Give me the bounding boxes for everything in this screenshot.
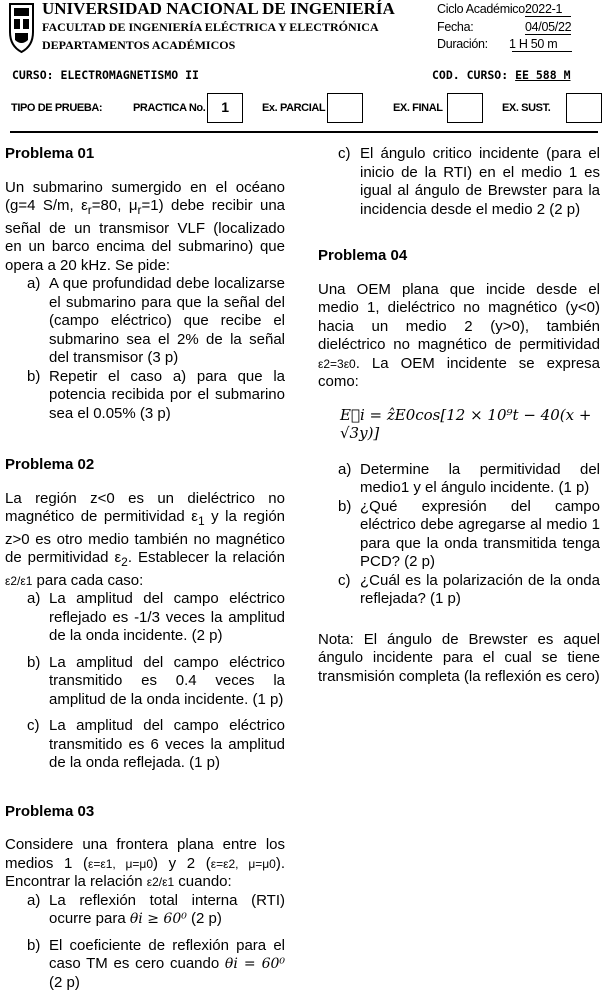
- item-text: Determine la permitividad del medio1 y el ángulo incidente. (1 p): [360, 461, 600, 497]
- item-marker: a): [27, 590, 40, 609]
- item-text: A que profundidad debe localizarse el submarino para que la señal del (campo eléctrico) que recibe el submarino sea el 2% de la señal del transmisor (3 p): [49, 275, 285, 366]
- problem-02-title: Problema 02: [5, 456, 285, 475]
- p2-text-2: y la región z>0 es otro medio también no magnético de permitividad: [5, 508, 285, 566]
- item-text-end: (2 p): [187, 910, 222, 927]
- problem-03-statement: [5, 836, 285, 892]
- p3-text-4: cuando:: [174, 873, 232, 890]
- final-label: EX. FINAL: [393, 102, 443, 114]
- header-divider: [10, 131, 598, 133]
- item-text-end: (2 p): [49, 974, 80, 991]
- p2-text-4: para cada caso:: [32, 572, 143, 589]
- problem-03-item-b: [5, 937, 285, 992]
- p2-text-3: . Establecer la relación: [128, 549, 285, 566]
- item-marker: b): [27, 654, 40, 673]
- p2-text-1: La región z<0 es un dieléctrico no magnético de permitividad: [5, 490, 285, 526]
- theta-condition-a: θi ≥ 60⁰: [130, 911, 187, 927]
- ciclo-underline: [525, 16, 571, 17]
- p3-ratio: ε2/ε1: [147, 875, 174, 889]
- university-logo-icon: [8, 2, 35, 54]
- brewster-note: Nota: El ángulo de Brewster es aquel ángulo incidente para el cual se tiene transmisión completa (la reflexión es cero): [318, 631, 600, 687]
- duracion-label: Duración:: [437, 37, 488, 52]
- document-header: [0, 0, 603, 62]
- right-column: [318, 145, 600, 686]
- course-code-value: EE 588 M: [515, 68, 570, 82]
- item-marker: c): [338, 572, 351, 591]
- problem-04-title: Problema 04: [318, 247, 600, 266]
- item-text: La amplitud del campo eléctrico transmitido es 0.4 veces la amplitud de la onda incidente. (1 p): [49, 654, 285, 708]
- problem-02-item-c: [5, 717, 285, 773]
- p1-mu: μ: [129, 197, 138, 214]
- p3-medium-2: ε=ε2, μ=μ0: [211, 857, 276, 871]
- fecha-value: 04/05/22: [525, 20, 571, 35]
- problem-03-item-a: [5, 892, 285, 929]
- parcial-box: [327, 93, 363, 123]
- item-marker: c): [27, 717, 40, 736]
- test-type-label: TIPO DE PRUEBA:: [11, 102, 102, 114]
- p1-text-1: Un submarino sumergido en el océano (g=4 S/m,: [5, 179, 285, 215]
- p1-eps: ε: [81, 197, 88, 214]
- practica-label: PRACTICA No.: [133, 102, 205, 114]
- parcial-label: Ex. PARCIAL: [262, 102, 325, 114]
- problem-02-item-b: [5, 654, 285, 710]
- p4-text-1: Una OEM plana que incide desde el medio 1, dieléctrico no magnético (y<0) hacia un medio 2 (y>0), también dieléctrico no magnético de permitividad: [318, 281, 600, 354]
- problem-04-item-a: [318, 461, 600, 498]
- p3-text-1: Considere una frontera plana entre los medios 1 (: [5, 836, 285, 872]
- course-code: [432, 68, 571, 82]
- faculty-name: FACULTAD DE INGENIERÍA ELÉCTRICA Y ELECTRÓNICA: [42, 20, 379, 34]
- department-name: DEPARTAMENTOS ACADÉMICOS: [42, 38, 235, 52]
- practica-number-box: [207, 93, 243, 123]
- fecha-underline: [525, 34, 571, 35]
- problem-04-statement: [318, 281, 600, 392]
- university-name: UNIVERSIDAD NACIONAL DE INGENIERÍA: [42, 0, 395, 18]
- item-text: El ángulo critico incidente (para el inicio de la RTI) en el medio 1 es igual al ángulo de Brewster para la incidencia desde el medio 2 (2 p): [360, 145, 600, 218]
- item-text: El coeficiente de reflexión para el caso TM es cero cuando: [49, 937, 285, 973]
- item-marker: a): [338, 461, 351, 480]
- ciclo-value: 2022-1: [525, 2, 562, 17]
- item-text: Repetir el caso a) para que la potencia recibida por el submarino sea el 0.05% (3 p): [49, 368, 285, 422]
- item-marker: b): [27, 937, 40, 956]
- p2-ratio: ε2/ε1: [5, 574, 32, 588]
- duracion-value: 1 H 50 m: [509, 37, 557, 52]
- theta-condition-b: θi = 60⁰: [225, 956, 285, 972]
- p4-text-2: . La OEM incidente se expresa como:: [318, 355, 600, 391]
- problem-04-item-b: [318, 498, 600, 572]
- fecha-label: Fecha:: [437, 20, 473, 35]
- test-type-row: [0, 93, 603, 125]
- ciclo-label: Ciclo Académico:: [437, 2, 528, 17]
- incident-field-equation: E⃗i = ẑE0cos[12 × 10⁹t − 40(x + √3y)]: [318, 406, 600, 443]
- item-text: La amplitud del campo eléctrico reflejado es -1/3 veces la amplitud de la onda incidente. (2 p): [49, 590, 285, 644]
- p3-text-2: ) y 2 (: [153, 855, 211, 872]
- item-text: ¿Qué expresión del campo eléctrico debe agregarse al medio 1 para que la onda transmitida tenga PCD? (2 p): [360, 498, 600, 571]
- p2-e1: ε: [191, 508, 198, 525]
- item-marker: c): [338, 145, 351, 164]
- final-box: [447, 93, 483, 123]
- p2-e2-sub: 2: [121, 555, 128, 569]
- problem-03-title: Problema 03: [5, 803, 285, 822]
- course-title: CURSO: ELECTROMAGNETISMO II: [12, 68, 199, 82]
- p2-e2: ε: [114, 549, 121, 566]
- p1-mu-sub: r: [137, 203, 141, 217]
- item-marker: b): [27, 368, 40, 387]
- problem-02-item-a: [5, 590, 285, 646]
- problem-02-statement: [5, 490, 285, 591]
- duracion-underline: [512, 51, 572, 52]
- p2-e1-sub: 1: [198, 514, 205, 528]
- problem-04-item-c: [318, 572, 600, 609]
- sust-label: EX. SUST.: [502, 102, 550, 114]
- p1-eps-sub: r: [88, 203, 92, 217]
- sust-box: [566, 93, 602, 123]
- problem-01-item-b: [5, 368, 285, 424]
- problem-01-item-a: [5, 275, 285, 368]
- p3-text-3: ). Encontrar la relación: [5, 855, 285, 891]
- problem-01-statement: [5, 179, 285, 276]
- p1-text-2: =80,: [92, 197, 129, 214]
- left-column: [5, 145, 285, 992]
- item-text: La amplitud del campo eléctrico transmitido es 6 veces la amplitud de la onda reflejada. (1 p): [49, 717, 285, 771]
- item-marker: a): [27, 275, 40, 294]
- item-marker: a): [27, 892, 40, 911]
- course-code-label: COD. CURSO:: [432, 68, 508, 82]
- p4-permittivity: ε2=3ε0: [318, 357, 356, 371]
- problem-03-item-c: [318, 145, 600, 219]
- problem-01-title: Problema 01: [5, 145, 285, 164]
- p1-text-3: =1) debe recibir una señal de un transmisor VLF (localizado en un barco encima del submarino) que opera a 20 kHz. Se pide:: [5, 197, 285, 274]
- item-text: ¿Cuál es la polarización de la onda reflejada? (1 p): [360, 572, 600, 608]
- item-marker: b): [338, 498, 351, 517]
- practica-number: 1: [208, 94, 242, 121]
- item-text: La reflexión total interna (RTI) ocurre para: [49, 892, 285, 928]
- p3-medium-1: ε=ε1, μ=μ0: [88, 857, 153, 871]
